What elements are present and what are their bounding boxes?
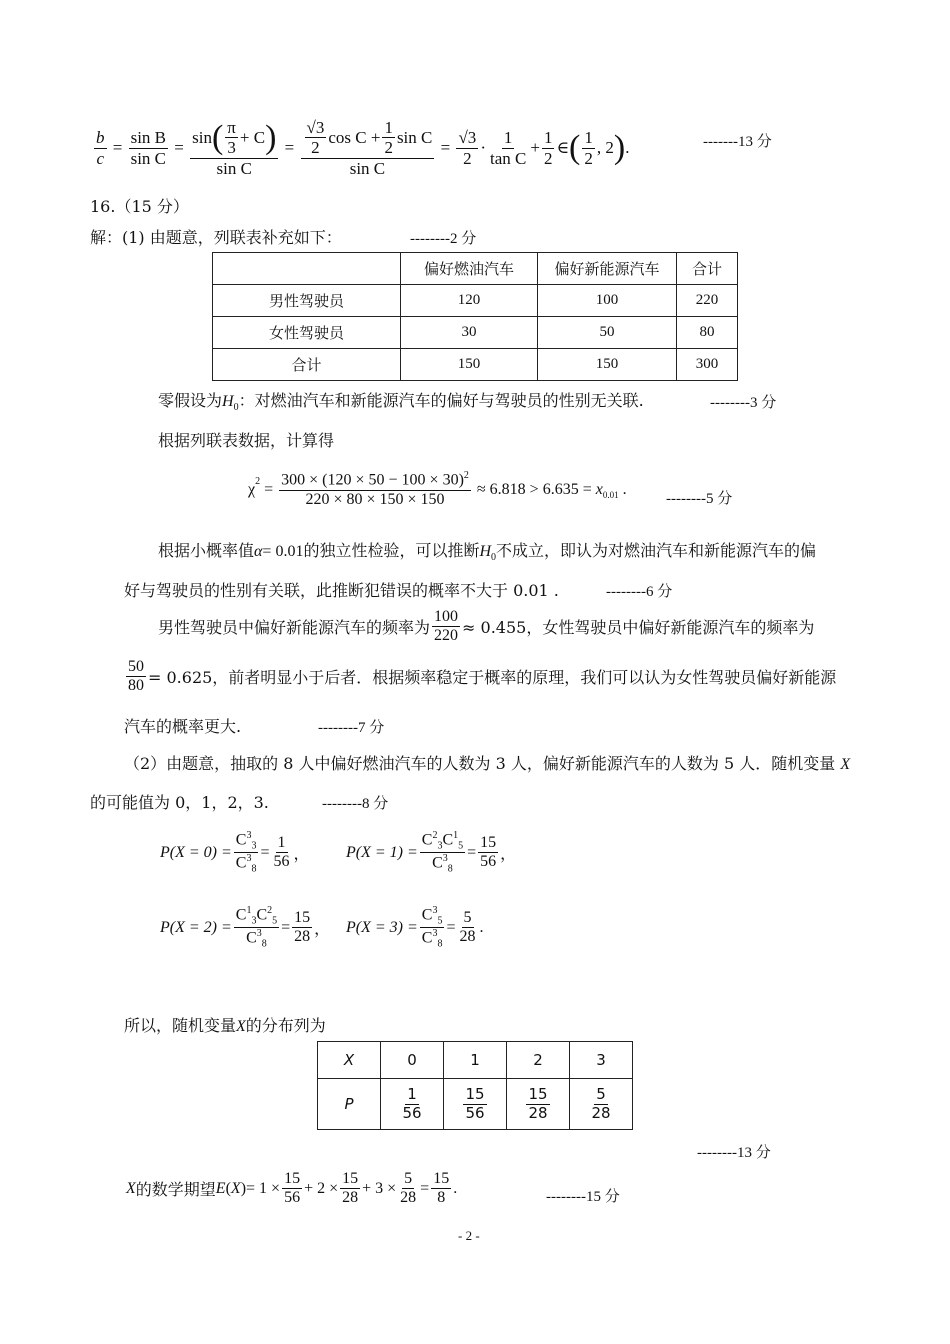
p-lhs: P(X = 2) = — [160, 918, 232, 936]
freq-pre: 男性驾驶员中偏好新能源汽车的频率为 — [158, 618, 431, 638]
h-var: H — [222, 393, 234, 410]
c-den: C — [246, 929, 257, 947]
res-n: 1 — [276, 834, 288, 853]
sinC-den2: sin C — [349, 158, 386, 178]
dist-pre: 所以，随机变量 — [124, 1016, 237, 1035]
c-den: C — [432, 854, 443, 872]
c: C — [235, 906, 247, 924]
period: . — [625, 138, 630, 157]
score-6: --------6 分 — [606, 584, 673, 600]
two: 2 — [311, 138, 320, 158]
table1-cell: 50 — [538, 317, 677, 349]
p-value — [589, 1086, 612, 1122]
exp-2: + 2 × — [304, 1179, 339, 1197]
p-num: 15 — [465, 1085, 485, 1104]
female-den: 80 — [128, 677, 144, 695]
formula-ratio: $\frac{b}{c}$ = $\frac{\text{sin B}}{\text{sin C}}$ = sin ( $\frac{\pi}{3}$ + C ) sin C = $\frac{√3}{2}$ cos C + $\frac{1}{2}$ sin C sin C = $\frac{√3}{2}$ · $\frac{1}{\text{tan C}}$ + $\frac{1}{2}$ ∈ ( $\frac{1}{2}$ , 2 ) . — [96, 117, 630, 178]
c: C — [421, 831, 433, 849]
int-d: 2 — [584, 148, 593, 168]
exp-end: . — [453, 1179, 458, 1197]
c2-sub: 5 — [272, 915, 278, 927]
p-value — [400, 1086, 423, 1122]
p-lhs: P(X = 1) = — [346, 843, 418, 861]
p-den: 28 — [591, 1103, 611, 1122]
table1-cell: 合计 — [213, 349, 401, 381]
table1-cell: 150 — [401, 349, 538, 381]
score-8: --------8 分 — [322, 796, 389, 812]
two-c: 2 — [463, 148, 472, 168]
int-rest: , 2 — [596, 138, 614, 157]
hypo-post: ：对燃油汽车和新能源汽车的偏好与驾驶员的性别无关联. — [238, 391, 644, 410]
contingency-table — [212, 252, 738, 381]
c-sup: 2 — [432, 830, 438, 841]
sep: ， — [293, 846, 310, 864]
c-sup: 1 — [246, 905, 252, 916]
calc-intro: 根据列联表数据，计算得 — [158, 431, 335, 450]
table1-cell: 30 — [401, 317, 538, 349]
c-den: C — [421, 929, 433, 947]
c-sub: 3 — [251, 915, 257, 927]
part2-text: （2）由题意，抽取的 8 人中偏好燃油汽车的人数为 3 人，偏好新能源汽车的人数为 5 人．随机变量 — [124, 754, 836, 773]
c2-sup: 2 — [267, 905, 273, 916]
table1-cell: 80 — [677, 317, 738, 349]
c: C — [421, 906, 433, 924]
t2d: 28 — [342, 1189, 359, 1207]
conclusion-line1 — [158, 538, 816, 563]
score-3: --------3 分 — [710, 395, 777, 411]
chi-sq: 2 — [255, 476, 261, 488]
c-sub: 5 — [437, 915, 443, 927]
res-n: 5 — [462, 909, 474, 928]
concl-post: 的独立性检验，可以推断 — [303, 541, 480, 560]
hypo-pre: 零假设为 — [158, 391, 223, 410]
part2-line1 — [124, 751, 850, 774]
t1d: 56 — [284, 1189, 301, 1207]
concl-end: 不成立，即认为对燃油汽车和新能源汽车的偏 — [496, 541, 817, 560]
rn: 15 — [431, 1170, 451, 1189]
concl-pre: 根据小概率值 — [158, 541, 255, 560]
x-value: 3 — [570, 1042, 633, 1079]
dot: · — [480, 138, 486, 157]
score-15: --------15 分 — [546, 1189, 620, 1205]
E-var: E — [215, 1179, 226, 1197]
concl-mid: = 0.01 — [262, 543, 304, 560]
sinC: sin C — [130, 148, 167, 168]
res-d: 28 — [294, 928, 311, 946]
p-value — [526, 1086, 549, 1122]
h-sub: 0 — [233, 402, 239, 414]
freq-post: = 0.625，前者明显小于后者．根据频率稳定于概率的原理，我们可以认为女性驾驶员偏好新能源 — [148, 668, 837, 688]
element-of: ∈ — [556, 138, 570, 157]
part1-intro: 解：(1) 由题意，列联表补充如下： — [90, 228, 342, 247]
X-var-2: X — [230, 1179, 241, 1197]
p-num: 1 — [407, 1085, 417, 1104]
table1-cell: 150 — [538, 349, 677, 381]
table1-cell: 女性驾驶员 — [213, 317, 401, 349]
h0-var: H — [479, 543, 492, 560]
freq-mid: ≈ 0.455，女性驾驶员中偏好新能源汽车的频率为 — [462, 618, 815, 638]
res-d: 56 — [273, 853, 290, 871]
p-value — [463, 1086, 486, 1122]
sinC-den: sin C — [216, 158, 252, 178]
c-den-sup: 3 — [246, 853, 252, 865]
sqrt3: √3 — [306, 117, 325, 137]
p-lhs: P(X = 3) = — [346, 918, 418, 936]
c-den: C — [235, 854, 247, 872]
p-den: 56 — [402, 1103, 422, 1122]
tanC: tan C — [489, 148, 527, 168]
alpha-var: α — [254, 543, 263, 560]
conclusion-line2: 好与驾驶员的性别有关联，此推断犯错误的概率不大于 0.01 . — [124, 581, 559, 600]
table1-cell: 300 — [677, 349, 738, 381]
res-d: 56 — [480, 853, 497, 871]
male-num: 100 — [432, 608, 460, 627]
sep: . — [479, 918, 484, 936]
b-var: b — [96, 127, 105, 147]
pi-symbol: π — [227, 117, 236, 137]
x-value: 2 — [507, 1042, 570, 1079]
score-2: --------2 分 — [410, 231, 477, 247]
freq-line2 — [124, 658, 836, 696]
x-var: x — [595, 480, 603, 498]
chi-den: 220 × 80 × 150 × 150 — [305, 490, 445, 508]
x-value: 1 — [444, 1042, 507, 1079]
p-label: P — [344, 1095, 354, 1113]
female-num: 50 — [126, 658, 146, 677]
cos-term: cos C + — [328, 127, 381, 147]
c-sup: 3 — [246, 830, 252, 841]
x-value: 0 — [381, 1042, 444, 1079]
chi-num: 300 × (120 × 50 − 100 × 30) — [281, 471, 464, 489]
c-sup: 3 — [432, 905, 438, 916]
exp-eq: = — [420, 1179, 430, 1197]
x-label: X — [343, 1051, 355, 1069]
male-den: 220 — [434, 627, 459, 645]
c-sub: 3 — [251, 840, 257, 852]
p-num: 15 — [528, 1085, 548, 1104]
c-den-sup: 3 — [432, 928, 438, 940]
exp-pre: 的数学期望 — [135, 1180, 216, 1200]
freq-line3: 汽车的概率更大. — [124, 717, 242, 736]
chi-end: . — [622, 480, 627, 498]
p-den: 28 — [528, 1103, 548, 1122]
x-sub: 0.01 — [602, 489, 619, 500]
one: 1 — [384, 117, 393, 137]
c-den-sub: 8 — [437, 938, 443, 950]
X-var: X — [840, 756, 851, 773]
plus: + — [530, 138, 540, 157]
table1-cell: 220 — [677, 285, 738, 317]
score-7: --------7 分 — [318, 720, 385, 736]
exp-1: = 1 × — [246, 1179, 281, 1197]
p-den: 56 — [465, 1103, 485, 1122]
chi-square-formula — [248, 470, 627, 509]
res-n: 15 — [478, 834, 498, 853]
freq-line1 — [158, 608, 814, 646]
sinB: sin B — [130, 127, 167, 147]
t1n: 15 — [282, 1170, 302, 1189]
prob-x1: P(X = 1) = $\frac{C^2_3C^1_5}{C^3_8}$ = $\frac{15}{56}$ ， — [346, 830, 517, 875]
question-header: 16.（15 分） — [90, 197, 189, 216]
table1-header-empty — [213, 253, 401, 285]
score-13-top: -------13 分 — [703, 134, 772, 150]
c2: C — [442, 831, 454, 849]
c-var: c — [96, 148, 105, 168]
plus-c: + C — [239, 127, 266, 147]
h0-sub: 0 — [491, 552, 497, 564]
c-den-sub: 8 — [261, 938, 267, 950]
sin-label: sin — [192, 127, 212, 147]
int-n: 1 — [584, 127, 593, 147]
sep: ， — [314, 921, 331, 939]
sep: ， — [500, 846, 517, 864]
dist-intro — [124, 1013, 326, 1036]
t3n: 5 — [402, 1170, 414, 1189]
chi-rhs: ≈ 6.818 > 6.635 = — [476, 480, 592, 498]
res-d: 28 — [459, 928, 476, 946]
page-number: - 2 - — [458, 1228, 480, 1243]
prob-x3: P(X = 3) = $\frac{C^3_5}{C^3_8}$ = $\frac{5}{28}$ . — [346, 905, 484, 950]
sqrt3-b: √3 — [458, 127, 477, 147]
c2: C — [256, 906, 268, 924]
distribution-table — [317, 1041, 633, 1130]
equals: = — [264, 480, 274, 498]
c-den-sup: 3 — [256, 928, 262, 940]
c2-sup: 1 — [453, 830, 459, 841]
part2-line2: 的可能值为 0，1，2，3. — [90, 793, 269, 812]
prob-x0: P(X = 0) = $\frac{C^3_3}{C^3_8}$ = $\frac{1}{56}$ ， — [160, 830, 310, 875]
X-var: X — [126, 1179, 136, 1197]
c: C — [235, 831, 247, 849]
table1-cell: 120 — [401, 285, 538, 317]
score-5: --------5 分 — [666, 491, 733, 507]
prob-x2: P(X = 2) = $\frac{C^1_3C^2_5}{C^3_8}$ = $\frac{15}{28}$ ， — [160, 905, 331, 950]
table1-cell: 100 — [538, 285, 677, 317]
chi-num-sq: 2 — [463, 470, 469, 481]
table1-header-fuel: 偏好燃油汽车 — [401, 253, 538, 285]
t2n: 15 — [340, 1170, 360, 1189]
two-b: 2 — [384, 138, 393, 158]
c-den-sup: 3 — [442, 853, 448, 865]
table1-header-total: 合计 — [677, 253, 738, 285]
p-num: 5 — [596, 1085, 606, 1104]
chi-symbol: χ — [248, 480, 256, 498]
c-den-sub: 8 — [447, 863, 453, 875]
score-13: --------13 分 — [697, 1145, 771, 1161]
c-sub: 3 — [437, 840, 443, 852]
expectation: X 的数学期望 E ( X ) = 1 × $\frac{15}{56}$ + 2 × $\frac{15}{28}$ + 3 × $\frac{5}{28}$ = $\frac{15}{8}$ . — [126, 1170, 458, 1207]
rd: 8 — [437, 1189, 446, 1207]
p-lhs: P(X = 0) = — [160, 843, 232, 861]
X-var: X — [236, 1018, 246, 1035]
null-hypothesis — [158, 388, 644, 413]
exp-3: + 3 × — [362, 1179, 397, 1197]
res-n: 15 — [292, 909, 312, 928]
dist-post: 的分布列为 — [245, 1016, 326, 1035]
half-d: 2 — [543, 148, 553, 168]
c2-sub: 5 — [458, 840, 464, 852]
one-b: 1 — [503, 127, 513, 147]
table1-header-nev: 偏好新能源汽车 — [538, 253, 677, 285]
half-n: 1 — [543, 127, 553, 147]
three: 3 — [227, 138, 236, 158]
t3d: 28 — [400, 1189, 417, 1207]
c-den-sub: 8 — [251, 863, 257, 875]
sin-term: sin C — [396, 127, 433, 147]
table1-cell: 男性驾驶员 — [213, 285, 401, 317]
